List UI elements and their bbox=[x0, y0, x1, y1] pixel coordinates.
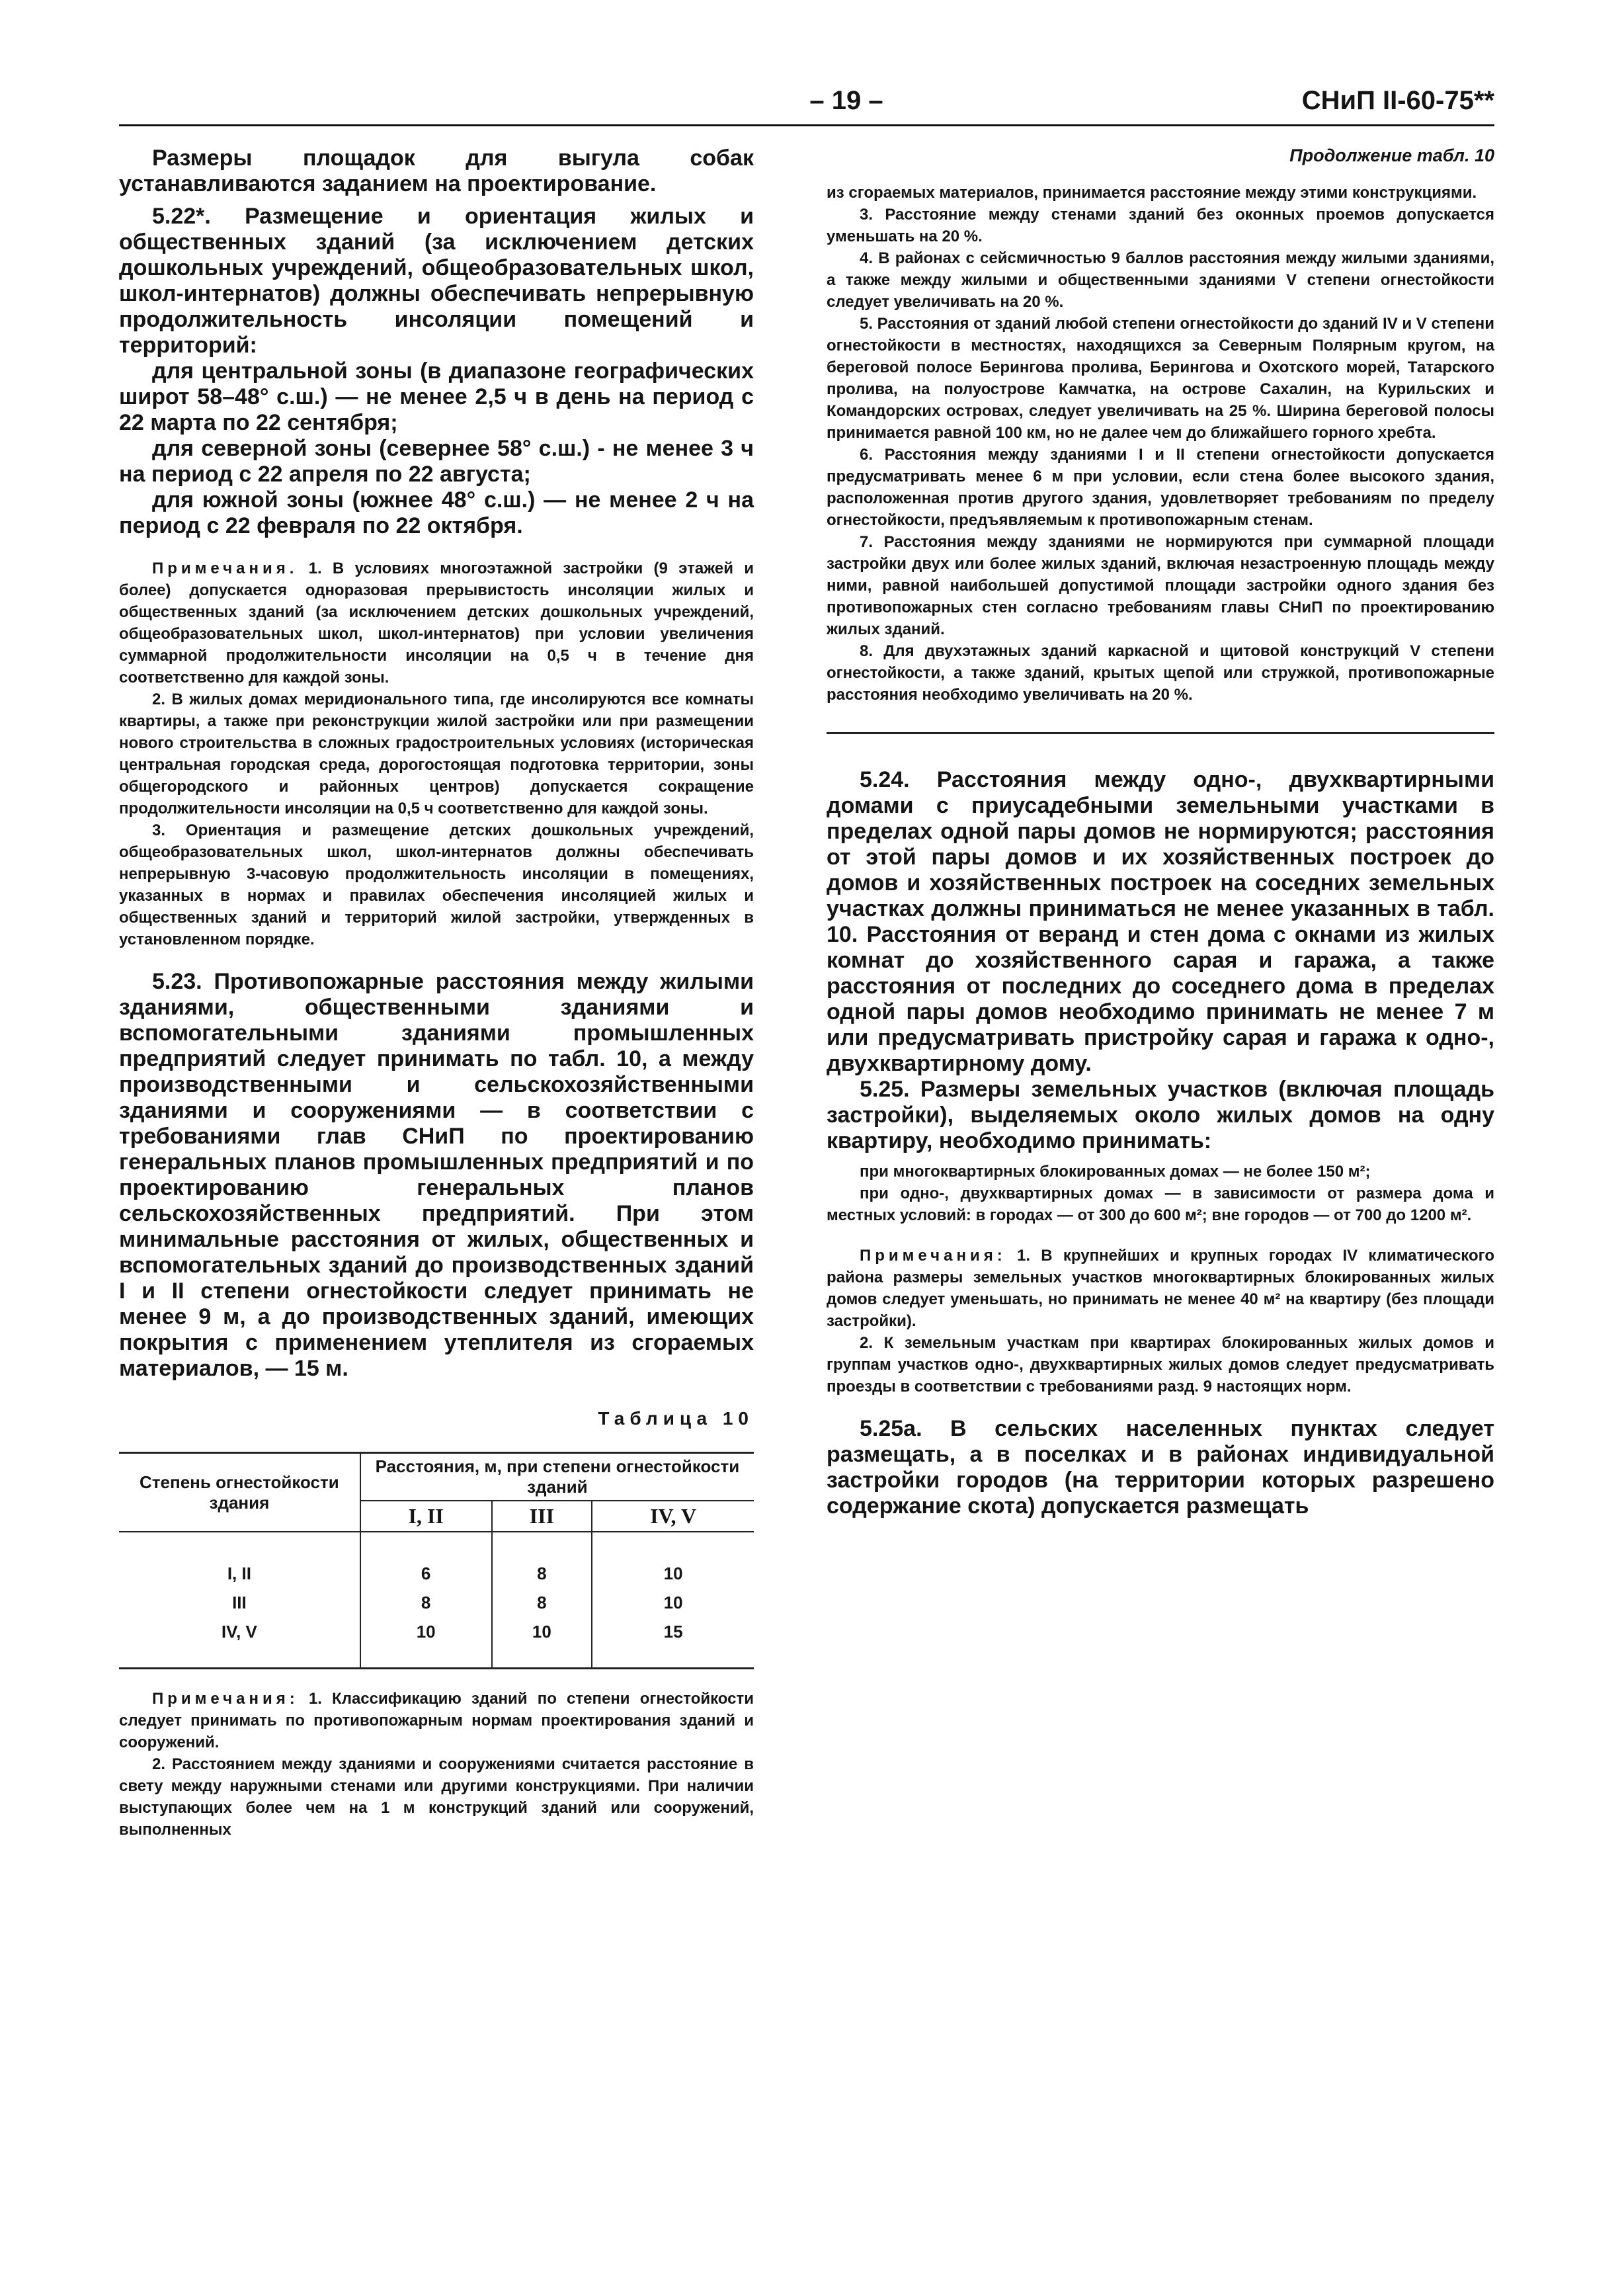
fire-distance-table bbox=[119, 1452, 754, 1669]
note-text: 1. В условиях многоэтажной застройки (9 этажей и более) допускается одноразовая прерывистость инсоляции жилых и общественных зданий (за исключением детских дошкольных учреждений, общеобразовательных школ, школ-интернатов) при условии увеличения суммарной продолжительности инсоляции на 0,5 ч в течение дня соответственно для каждой зоны. bbox=[119, 560, 754, 687]
page-header bbox=[119, 86, 1494, 126]
header-rule bbox=[119, 124, 1494, 126]
left-column bbox=[119, 146, 754, 1841]
right-column bbox=[827, 146, 1494, 1519]
table-notes-label: Примечания: bbox=[152, 1690, 299, 1708]
document-code: СНиП II-60-75** bbox=[1301, 86, 1494, 115]
plot-notes-label: Примечания: bbox=[860, 1247, 1006, 1265]
table-cell: 15 bbox=[592, 1617, 754, 1669]
insolation-note-1 bbox=[119, 558, 754, 689]
table-cell-grade: I, II bbox=[227, 1564, 251, 1583]
note-text: 1. Классификацию зданий по степени огнестойкости следует принимать по противопожарным нормам проектирования зданий и сооружений. bbox=[119, 1690, 754, 1751]
section-text-5-23: Противопожарные расстояния между жилыми зданиями, общественными зданиями и вспомогательными зданиями промышленных предприятий следует принимать по табл. 10, а между производственными и сельскохозяйственными зданиями и сооружениями — в соответствии с требованиями глав СНиП по проектированию генеральных планов промышленных предприятий и по проектированию генеральных планов сельскохозяйственных предприятий. При этом минимальные расстояния от жилых, общественных и вспомогательных зданий до производственных зданий I и II степени огнестойкости следует принимать не менее 9 м, а до производственных зданий, имеющих покрытия с применением утеплителя из сгораемых материалов, — 15 м. bbox=[119, 969, 754, 1381]
table-subheader: III bbox=[492, 1501, 592, 1532]
section-divider bbox=[827, 732, 1494, 734]
table-cell: 8 bbox=[492, 1588, 592, 1617]
table-caption: Таблица 10 bbox=[598, 1408, 754, 1429]
paragraph-5-23 bbox=[119, 969, 754, 1382]
table-note-2-continued: из сгораемых материалов, принимается расстояние между этими конструкциями. bbox=[827, 184, 1477, 202]
insolation-note-3: 3. Ориентация и размещение детских дошкольных учреждений, общеобразовательных школ, школ-интернатов должны обеспечивать непрерывную 3-часовую продолжительность инсоляции в помещениях, указанных в нормах и правилах обеспечения инсоляцией жилых и общественных зданий и территорий жилой застройки, утвержденных в установленном порядке. bbox=[119, 821, 754, 948]
plot-note-2: 2. К земельным участкам при квартирах блокированных жилых домов и группам участков одно-, двухквартирных жилых домов следует предусматривать проезды в соответствии с требованиями разд. 9 настоящих норм. bbox=[827, 1334, 1494, 1396]
section-text-5-25: Размеры земельных участков (включая площадь застройки), выделяемых около жилых домов на одну квартиру, необходимо принимать: bbox=[827, 1077, 1494, 1153]
section-number-5-25a: 5.25а. bbox=[860, 1416, 922, 1441]
page-number: – 19 – bbox=[809, 86, 883, 115]
table-cell: 10 bbox=[592, 1588, 754, 1617]
table-cell: 10 bbox=[492, 1617, 592, 1669]
plot-size-2: при одно-, двухквартирных домах — в зависимости от размера дома и местных условий: в городах — от 300 до 600 м²; вне городов — от 700 до 1200 м². bbox=[827, 1185, 1494, 1224]
paragraph-dog-areas: Размеры площадок для выгула собак устанавливаются заданием на проектирование. bbox=[119, 146, 754, 196]
zone-north: для северной зоны (севернее 58° с.ш.) - не менее 3 ч на период с 22 апреля по 22 августа; bbox=[119, 436, 754, 487]
table-note-1 bbox=[119, 1688, 754, 1753]
table-note-8: 8. Для двухэтажных зданий каркасной и щитовой конструкций V степени огнестойкости, а также зданий, крытых щепой или стружкой, противопожарные расстояния необходимо увеличивать на 20 %. bbox=[827, 642, 1494, 704]
table-row bbox=[119, 1532, 754, 1588]
table-note-2: 2. Расстоянием между зданиями и сооружениями считается расстояние в свету между наружными стенами или другими конструкциями. При наличии выступающих более чем на 1 м конструкций зданий или сооружений, выполненных bbox=[119, 1755, 754, 1839]
insolation-note-2: 2. В жилых домах меридионального типа, где инсолируются все комнаты квартиры, а также при реконструкции жилой застройки или при размещении нового строительства в сложных градостроительных условиях (историческая центральная городская среда, дорогостоящая подготовка территории, зоны общегородского и районных центров) допускается сокращение продолжительности инсоляции на 0,5 ч соответственно для каждой зоны. bbox=[119, 690, 754, 817]
zone-central: для центральной зоны (в диапазоне географических широт 58–48° с.ш.) — не менее 2,5 ч в день на период с 22 марта по 22 сентября; bbox=[119, 358, 754, 435]
table-note-3: 3. Расстояние между стенами зданий без оконных проемов допускается уменьшать на 20 %. bbox=[827, 206, 1494, 245]
table-note-6: 6. Расстояния между зданиями I и II степени огнестойкости допускается предусматривать менее 6 м при условии, если стена более высокого здания, расположенная против другого здания, удовлетворяет требованиям по пределу огнестойкости, предъявляемым к противопожарным стенам. bbox=[827, 446, 1494, 529]
plot-size-1: при многоквартирных блокированных домах — не более 150 м²; bbox=[860, 1163, 1371, 1181]
table-cell-grade: IV, V bbox=[119, 1617, 360, 1669]
table-subheader: I, II bbox=[360, 1501, 492, 1532]
table-continuation-label: Продолжение табл. 10 bbox=[1289, 146, 1494, 165]
table-row bbox=[119, 1617, 754, 1669]
paragraph-5-22 bbox=[119, 204, 754, 358]
table-note-4: 4. В районах с сейсмичностью 9 баллов расстояния между жилыми зданиями, а также между жилыми и общественными зданиями V степени огнестойкости следует увеличивать на 20 %. bbox=[827, 249, 1494, 311]
table-note-7: 7. Расстояния между зданиями не нормируются при суммарной площади застройки двух или более жилых зданий, включая незастроенную площадь между ними, равной наибольшей допустимой площади застройки одного здания без противопожарных стен согласно требованиям главы СНиП по проектированию жилых зданий. bbox=[827, 533, 1494, 638]
section-number-5-24: 5.24. bbox=[860, 767, 910, 792]
paragraph-5-25a bbox=[827, 1416, 1494, 1519]
table-cell: 10 bbox=[360, 1617, 492, 1669]
section-number-5-22: 5.22*. bbox=[152, 204, 211, 229]
plot-note-1 bbox=[827, 1245, 1494, 1332]
table-cell: 6 bbox=[360, 1532, 492, 1588]
notes-label: Примечания. bbox=[152, 560, 298, 577]
section-text-5-24: Расстояния между одно-, двухквартирными домами с приусадебными земельными участками в пределах одной пары домов не нормируются; расстояния от этой пары домов и их хозяйственных построек до домов и хозяйственных построек на соседних земельных участках должны приниматься не менее указанных в табл. 10. Расстояния от веранд и стен дома с окнами из жилых комнат до хозяйственного сарая и гаража, а также расстояния от последних до соседнего дома в пределах одной пары домов необходимо принимать не менее 7 м или предусматривать пристройку сарая и гаража к одно-, двухквартирному дому. bbox=[827, 767, 1494, 1076]
table-header-distance: Расстояния, м, при степени огнестойкости зданий bbox=[360, 1453, 754, 1501]
section-number-5-23: 5.23. bbox=[152, 969, 202, 994]
paragraph-5-25 bbox=[827, 1077, 1494, 1154]
table-subheader: IV, V bbox=[592, 1501, 754, 1532]
section-text-5-22: Размещение и ориентация жилых и общественных зданий (за исключением детских дошкольных учреждений, общеобразовательных школ, школ-интернатов) должны обеспечивать непрерывную продолжительность инсоляции помещений и территорий: bbox=[119, 204, 754, 358]
note-text: 1. В крупнейших и крупных городах IV климатического района размеры земельных участков многоквартирных блокированных жилых домов следует уменьшать, но принимать не менее 40 м² на квартиру (без площади застройки). bbox=[827, 1247, 1494, 1330]
table-cell: 8 bbox=[360, 1588, 492, 1617]
zone-south: для южной зоны (южнее 48° с.ш.) — не менее 2 ч на период с 22 февраля по 22 октября. bbox=[119, 487, 754, 538]
table-cell-grade: III bbox=[232, 1593, 247, 1612]
table-header-grade: Степень огнестойкости здания bbox=[119, 1453, 360, 1532]
table-cell: 8 bbox=[492, 1532, 592, 1588]
table-cell: 10 bbox=[592, 1532, 754, 1588]
paragraph-5-24 bbox=[827, 767, 1494, 1077]
section-number-5-25: 5.25. bbox=[860, 1077, 910, 1102]
table-row bbox=[119, 1588, 754, 1617]
table-note-5: 5. Расстояния от зданий любой степени огнестойкости до зданий IV и V степени огнестойкости в местностях, находящихся за Северным Полярным кругом, на береговой полосе Берингова пролива, Берингова и Охотского морей, Татарского пролива, на полуострове Камчатка, на острове Сахалин, на Курильских и Командорских островах, следует увеличивать на 25 %. Ширина береговой полосы принимается равной 100 км, но не далее чем до ближайшего горного хребта. bbox=[827, 315, 1495, 442]
section-text-5-25a: В сельских населенных пунктах следует размещать, а в поселках и в районах индивидуальной застройки городов (на территории которых разрешено содержание скота) допускается размещать bbox=[827, 1416, 1494, 1519]
